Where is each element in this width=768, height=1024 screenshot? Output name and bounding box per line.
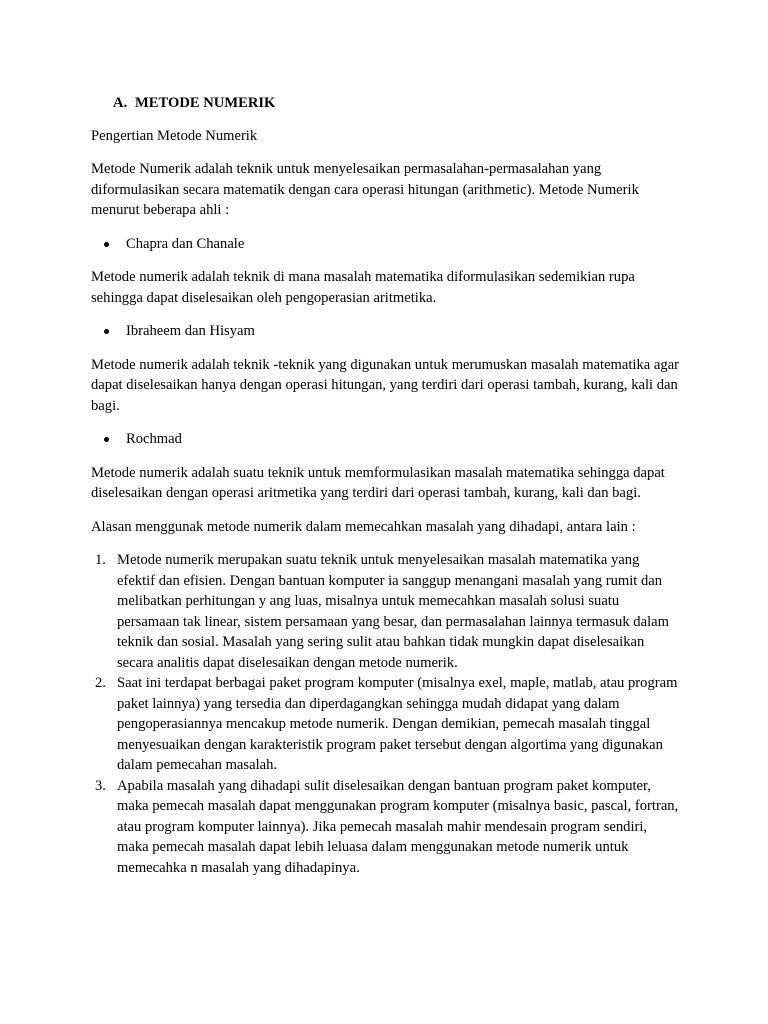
list-item	[91, 550, 681, 673]
reasons-list	[91, 550, 681, 878]
section-heading	[91, 93, 681, 114]
expert-name-label: Ibraheem dan Hisyam	[126, 323, 255, 339]
list-item	[91, 673, 681, 776]
list-item-text: Metode numerik merupakan suatu teknik untuk menyelesaikan masalah matematika yang efektif dan efisien. Dengan bantuan komputer ia sanggup menangani masalah yang rumit dan melibatkan perhitungan y ang luas, misalnya untuk memecahkan masalah solusi suatu persamaan tak linear, sistem persamaan yang besar, dan permasalahan lainnya termasuk dalam teknik dan sosial. Masalah yang sering sulit atau bahkan tidak mungkin dapat diselesaikan secara analitis dapat diselesaikan dengan metode numerik.	[117, 552, 669, 671]
intro-paragraph: Metode Numerik adalah teknik untuk menyelesaikan permasalahan-permasalahan yang diformulasikan secara matematik dengan cara operasi hitungan (arithmetic). Metode Numerik menurut beberapa ahli :	[91, 161, 639, 218]
list-item-number: 1.	[95, 552, 106, 568]
expert-name-chapra	[91, 234, 681, 255]
reasons-intro: Alasan menggunak metode numerik dalam memecahkan masalah yang dihadapi, antara lain :	[91, 518, 636, 535]
section-number: A.	[113, 95, 128, 111]
expert-definition-ibraheem: Metode numerik adalah teknik -teknik yang digunakan untuk merumuskan masalah matematika agar dapat diselesaikan hanya dengan operasi hitungan, yang terdiri dari operasi tambah, kurang, kali dan bagi.	[91, 356, 680, 414]
subtitle: Pengertian Metode Numerik	[91, 127, 258, 144]
expert-definition-rochmad: Metode numerik adalah suatu teknik untuk memformulasikan masalah matematika sehingga dapat diselesaikan dengan operasi aritmetika yang terdiri dari operasi tambah, kurang, kali dan bagi.	[91, 464, 665, 501]
list-item-number: 3.	[95, 777, 106, 794]
expert-name-label: Chapra dan Chanale	[126, 235, 245, 252]
list-item-number: 2.	[95, 675, 106, 691]
list-item	[91, 776, 681, 879]
expert-definition-chapra: Metode numerik adalah teknik di mana masalah matematika diformulasikan sedemikian rupa sehingga dapat diselesaikan oleh pengoperasian aritmetika.	[91, 269, 635, 306]
expert-name-label: Rochmad	[126, 431, 182, 447]
document-body	[91, 93, 681, 878]
section-title: METODE NUMERIK	[135, 95, 276, 111]
expert-name-rochmad	[91, 429, 681, 450]
expert-name-ibraheem	[91, 321, 681, 342]
list-item-text: Saat ini terdapat berbagai paket program komputer (misalnya exel, maple, matlab, atau program paket lainnya) yang tersedia dan diperdagangkan sehingga mudah didapat yang dalam pengoperasiannya mencakup metode numerik. Dengan demikian, pemecah masalah tinggal menyesuaikan dengan karakteristik program paket tersebut dengan algortima yang digunakan dalam pemecahan masalah.	[117, 675, 678, 773]
list-item-text: Apabila masalah yang dihadapi sulit diselesaikan dengan bantuan program paket komputer, maka pemecah masalah dapat menggunakan program komputer (misalnya basic, pascal, fortran, atau program komputer lainnya). Jika pemecah masalah mahir mendesain program sendiri, maka pemecah masalah dapat lebih leluasa dalam menggunakan metode numerik untuk memecahka n masalah yang dihadapinya.	[117, 777, 679, 876]
